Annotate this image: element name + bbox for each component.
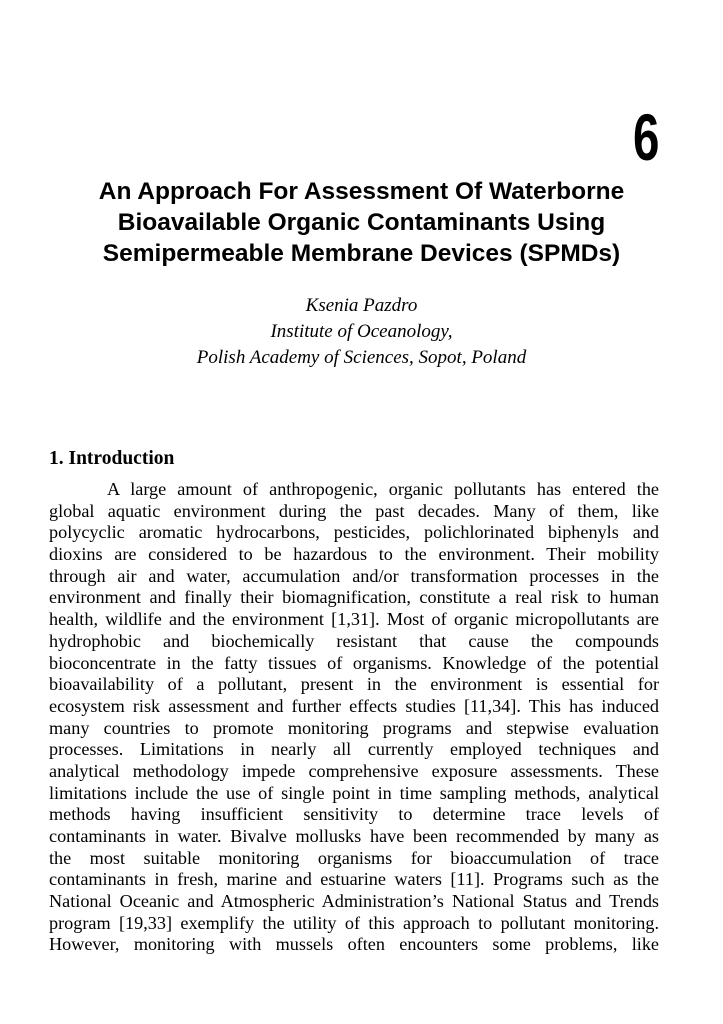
paragraph-line: polycyclic aromatic hydrocarbons, pesticides, polichlorinated biphenyls and <box>49 522 659 543</box>
paragraph-line: bioavailability of a pollutant, present in the environment is essential for <box>49 674 659 695</box>
paragraph-line: global aquatic environment during the past decades. Many of them, like <box>49 500 659 521</box>
body-paragraph <box>49 479 659 956</box>
paragraph-line: limitations include the use of single point in time sampling methods, analytical <box>49 782 659 803</box>
title-line: Bioavailable Organic Contaminants Using <box>117 209 606 236</box>
paragraph-line: A large amount of anthropogenic, organic pollutants has entered the <box>107 479 659 499</box>
paragraph-line: the most suitable monitoring organisms for bioaccumulation of trace <box>49 847 659 868</box>
title-line: Semipermeable Membrane Devices (SPMDs) <box>102 240 621 267</box>
paragraph-line: contaminants in fresh, marine and estuarine waters [11]. Programs such as the <box>49 869 659 890</box>
paragraph-line: ecosystem risk assessment and further effects studies [11,34]. This has induced <box>49 695 659 716</box>
paragraph-line: analytical methodology impede comprehensive exposure assessments. These <box>49 760 659 781</box>
paragraph-line: National Oceanic and Atmospheric Administration’s National Status and Trends <box>49 891 659 912</box>
author-name: Ksenia Pazdro <box>305 295 418 316</box>
paragraph-line: environment and finally their biomagnification, constitute a real risk to human <box>49 587 659 608</box>
paper-title <box>40 176 683 269</box>
paragraph-line: program [19,33] exemplify the utility of this approach to pollutant monitoring. <box>49 912 659 933</box>
chapter-number: 6 <box>633 100 659 174</box>
paragraph-line: health, wildlife and the environment [1,31]. Most of organic micropollutants are <box>49 609 659 630</box>
title-line: An Approach For Assessment Of Waterborne <box>98 178 625 205</box>
paragraph-line: through air and water, accumulation and/or transformation processes in the <box>49 565 659 586</box>
author-affiliation: Institute of Oceanology, <box>270 321 453 342</box>
paragraph-line: methods having insufficient sensitivity to determine trace levels of <box>49 804 659 825</box>
paragraph-line: dioxins are considered to be hazardous to the environment. Their mobility <box>49 544 659 565</box>
author-affiliation-location: Polish Academy of Sciences, Sopot, Poland <box>196 347 527 368</box>
paragraph-line: processes. Limitations in nearly all currently employed techniques and <box>49 739 659 760</box>
paragraph-line: contaminants in water. Bivalve mollusks have been recommended by many as <box>49 826 659 846</box>
author-block <box>40 293 683 371</box>
paragraph-line: hydrophobic and biochemically resistant that cause the compounds <box>49 630 659 651</box>
paragraph-line: However, monitoring with mussels often encounters some problems, like <box>49 934 659 955</box>
paragraph-line: many countries to promote monitoring programs and stepwise evaluation <box>49 717 659 738</box>
paragraph-line: bioconcentrate in the fatty tissues of organisms. Knowledge of the potential <box>49 652 659 673</box>
section-heading: 1. Introduction <box>49 448 175 469</box>
